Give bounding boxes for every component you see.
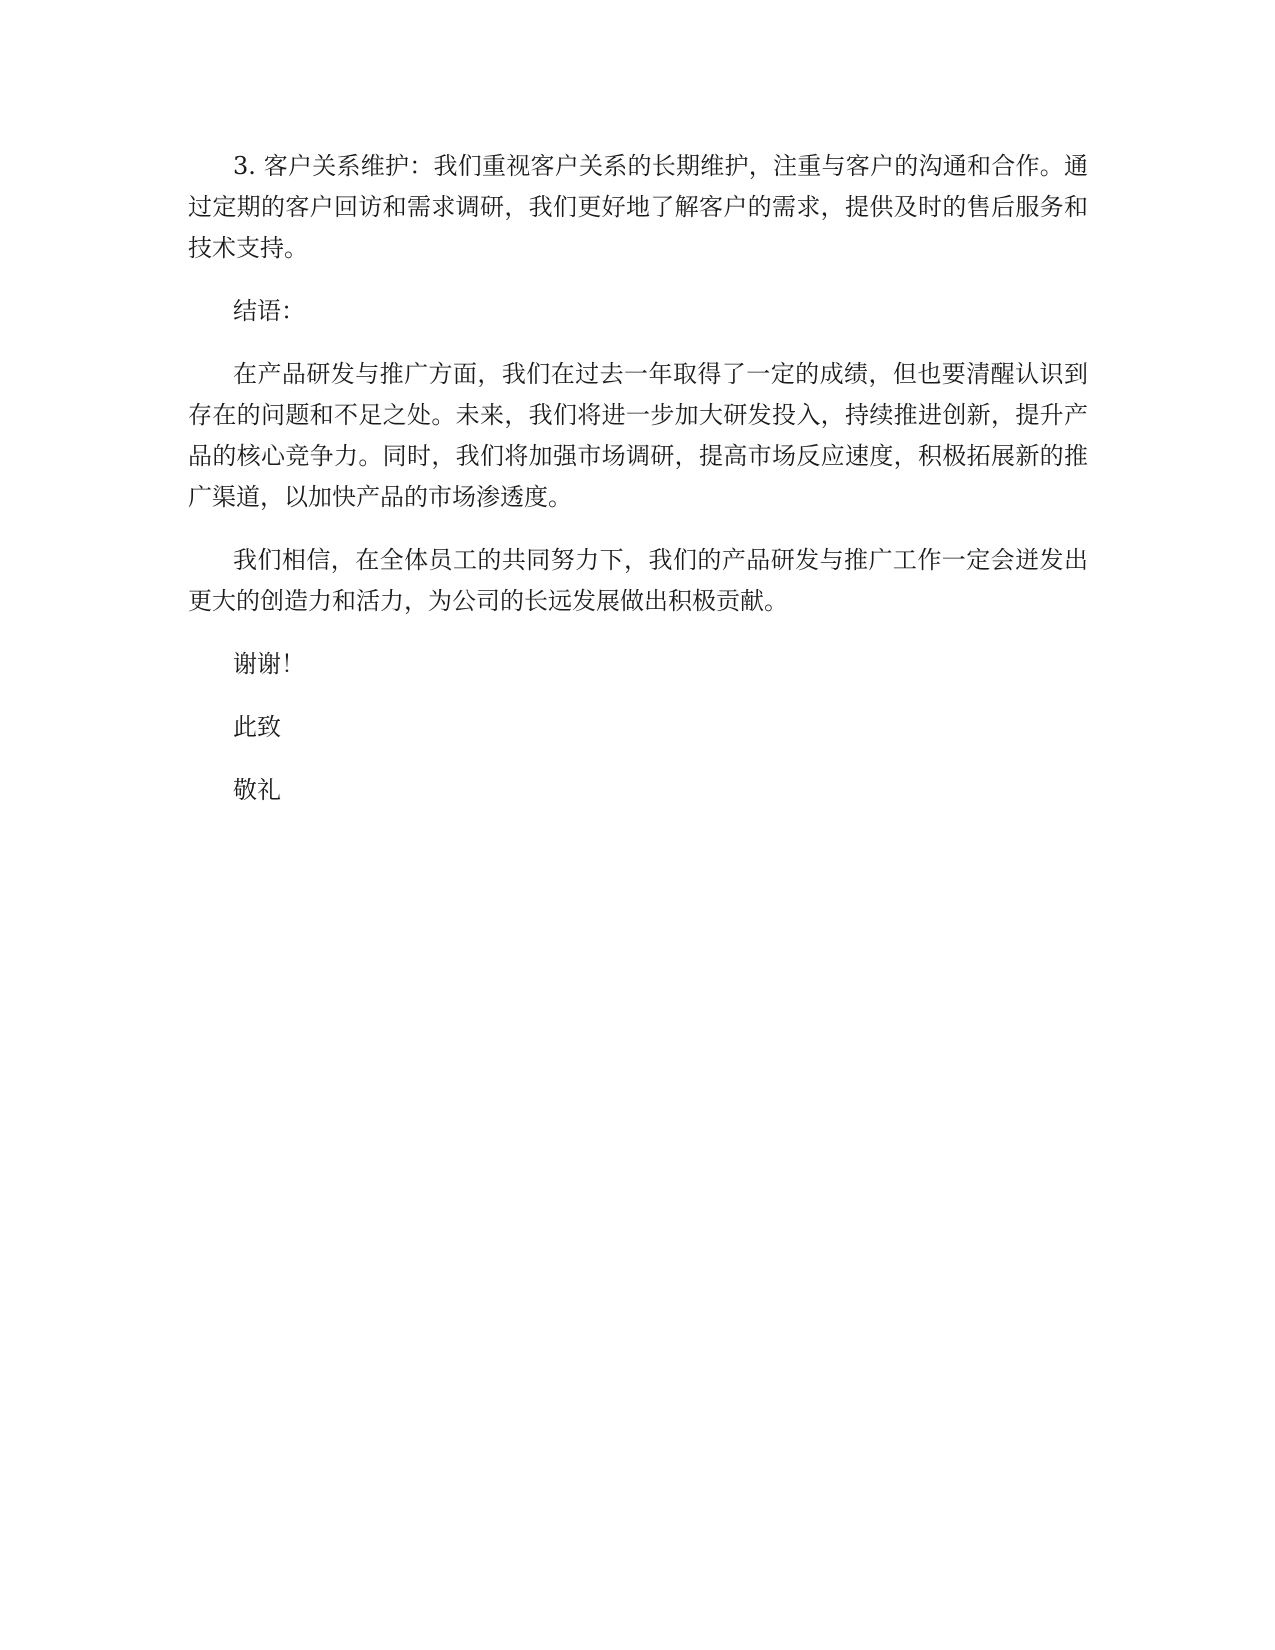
- heading-conclusion: 结语：: [233, 297, 305, 325]
- paragraph-customer-relations: 3. 客户关系维护：我们重视客户关系的长期维护，注重与客户的沟通和合作。通过定期的客户回访和需求调研，我们更好地了解客户的需求，提供及时的售后服务和技术支持。: [188, 152, 1088, 262]
- closing-salutation: 此致: [233, 713, 281, 741]
- document-body: [188, 146, 1088, 833]
- paragraph-belief: 我们相信，在全体员工的共同努力下，我们的产品研发与推广工作一定会迸发出更大的创造力和活力，为公司的长远发展做出积极贡献。: [188, 546, 1088, 615]
- paragraph-future-plans: 在产品研发与推广方面，我们在过去一年取得了一定的成绩，但也要清醒认识到存在的问题和不足之处。未来，我们将进一步加大研发投入，持续推进创新，提升产品的核心竞争力。同时，我们将加强市场调研，提高市场反应速度，积极拓展新的推广渠道，以加快产品的市场渗透度。: [188, 360, 1088, 511]
- closing-thanks: 谢谢！: [233, 650, 305, 678]
- closing-regards: 敬礼: [233, 776, 281, 804]
